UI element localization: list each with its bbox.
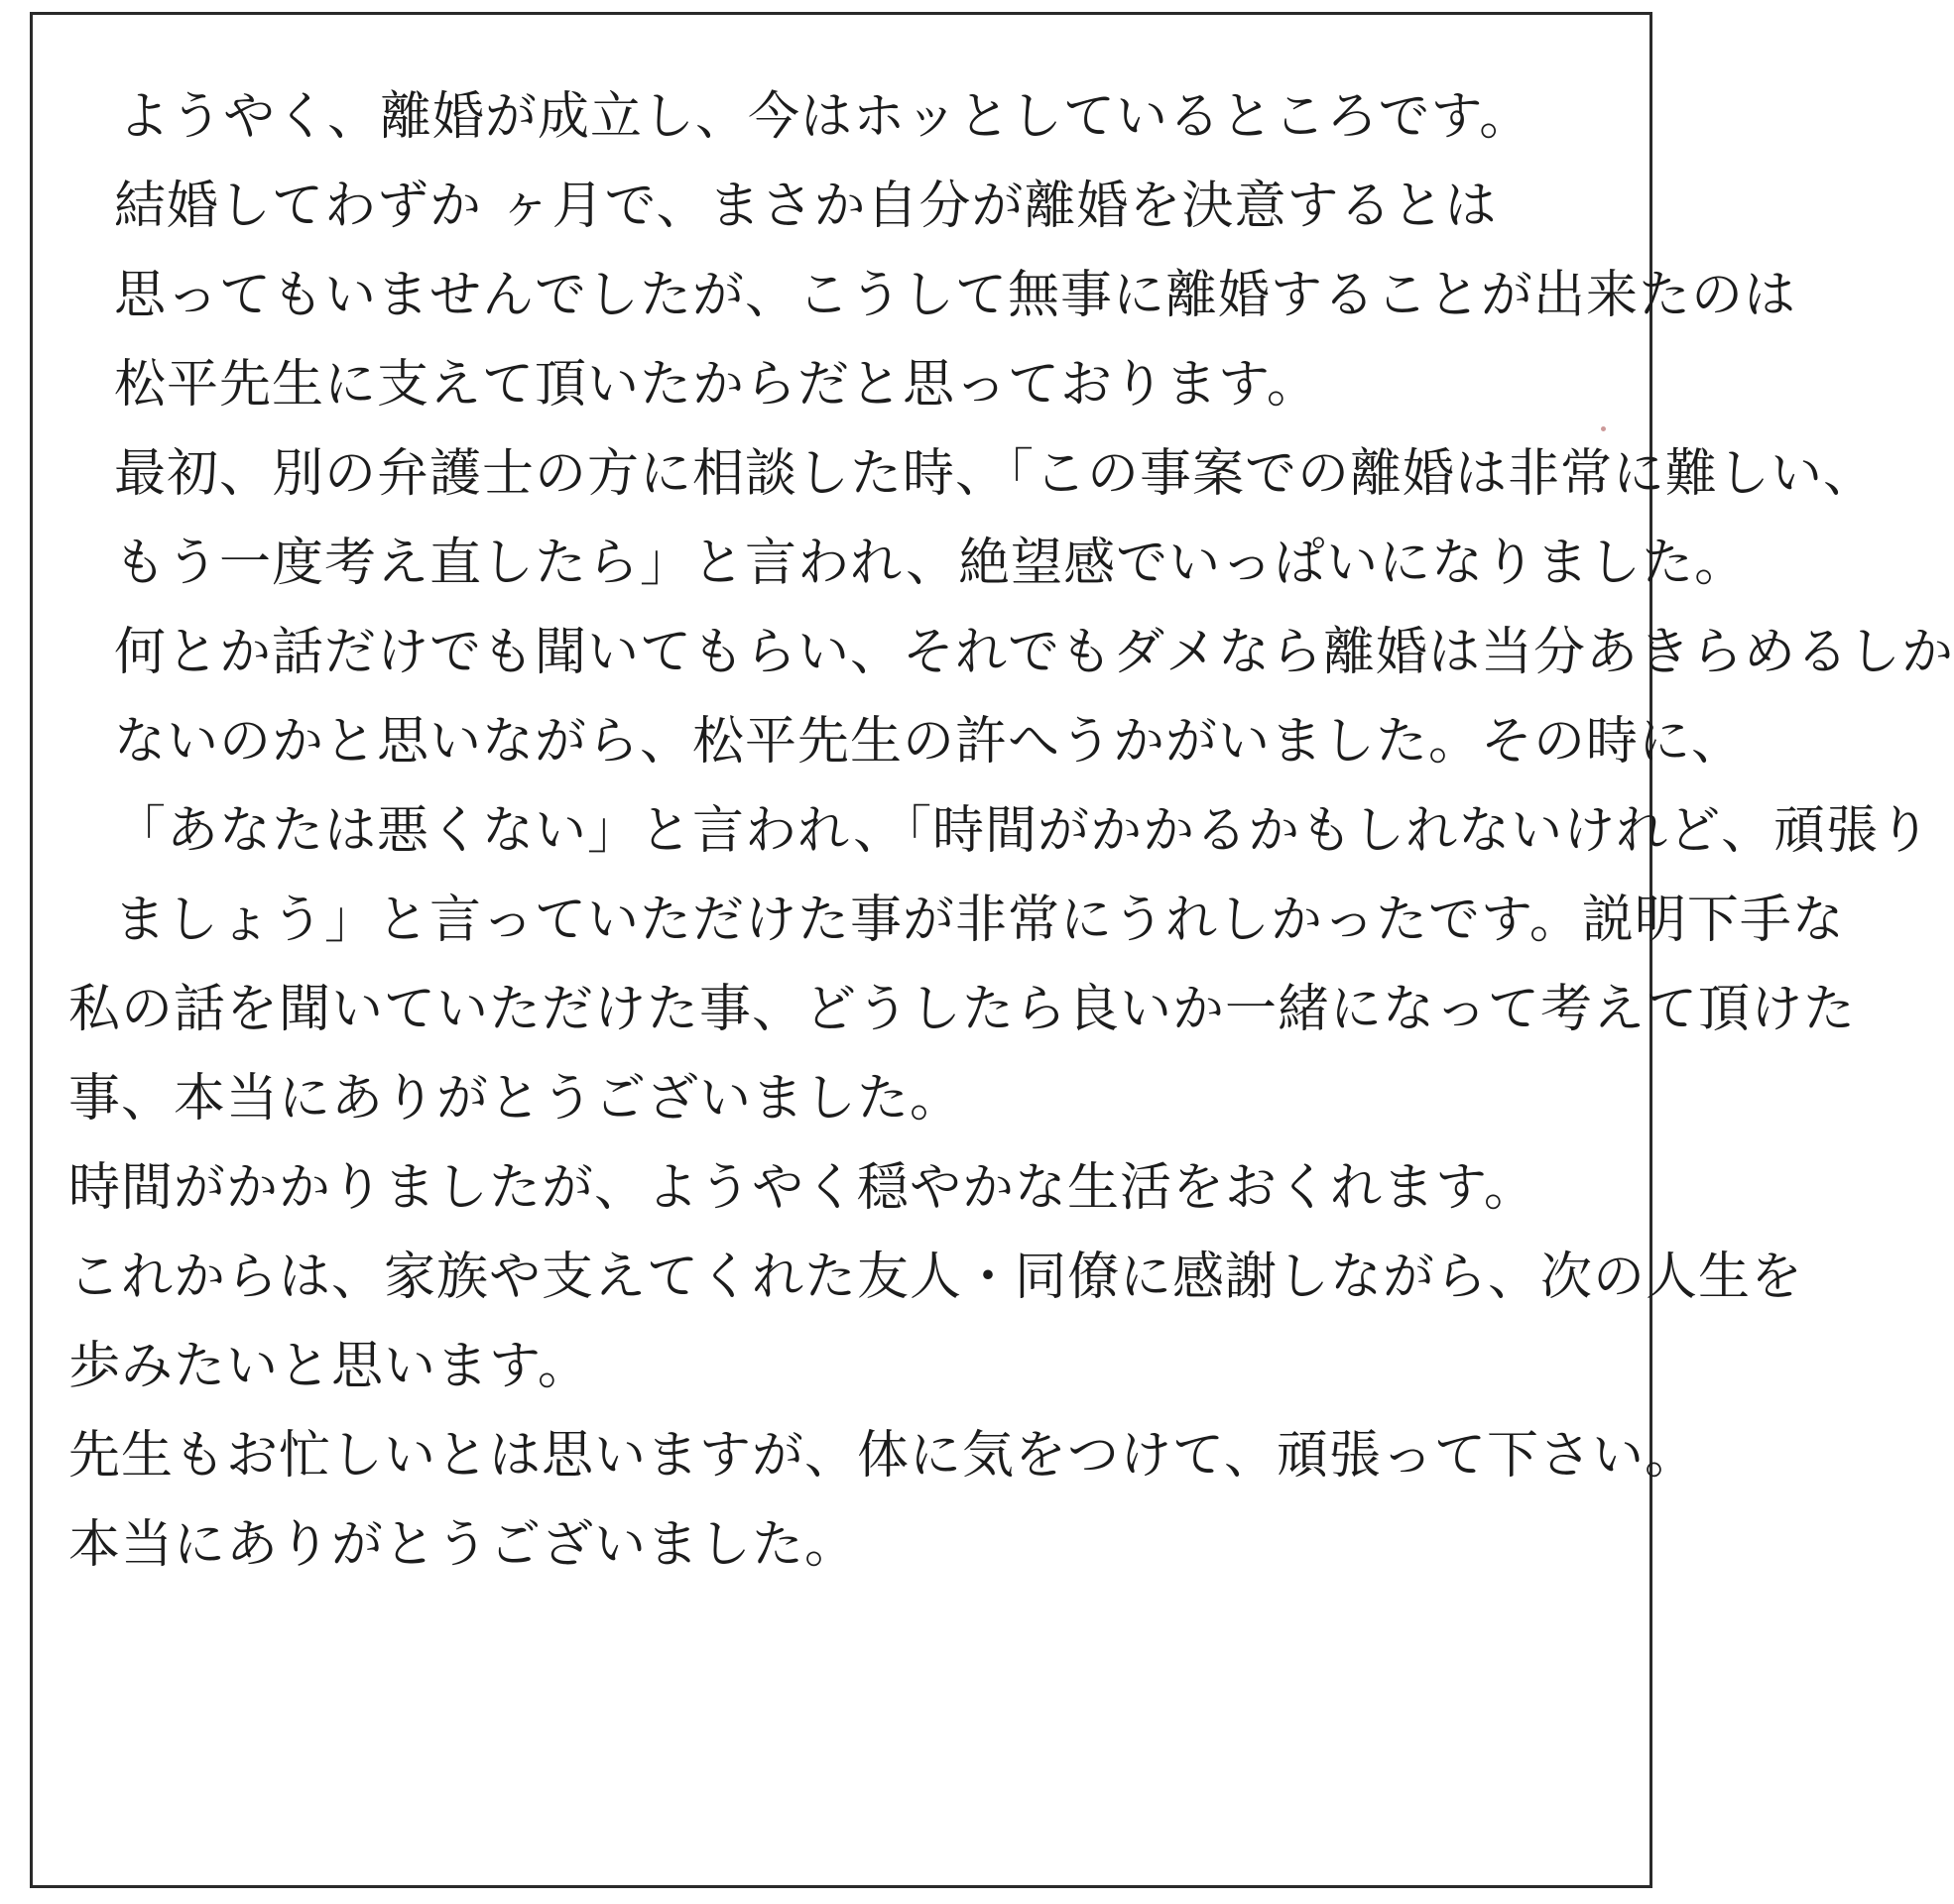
letter-line-5: 最初、別の弁護士の方に相談した時、「この事案での離婚は非常に難しい、	[114, 444, 1877, 504]
letter-line-6: もう一度考え直したら」と言われ、絶望感でいっぱいになりました。	[114, 534, 1748, 593]
letter-line-10: ましょう」と言っていただけた事が非常にうれしかったです。説明下手な	[114, 891, 1845, 950]
letter-line-9: 「あなたは悪くない」と言われ、「時間がかかるかもしれないけれど、頑張り	[114, 801, 1932, 861]
letter-line-7: 何とか話だけでも聞いてもらい、それでもダメなら離婚は当分あきらめるしか	[114, 623, 1954, 682]
letter-body	[68, 72, 1954, 1590]
letter-line-1: ようやく、離婚が成立し、今はホッとしているところです。	[118, 87, 1532, 147]
letter-line-17: 本当にありがとうございました。	[68, 1515, 858, 1575]
letter-line-4: 松平先生に支えて頂いたからだと思っております。	[114, 355, 1319, 415]
letter-line-11: 私の話を聞いていただけた事、どうしたら良いか一緒になって考えて頂けた	[68, 980, 1857, 1039]
letter-paper	[30, 12, 1954, 1888]
paper-speck	[1601, 426, 1606, 431]
letter-line-15: 歩みたいと思います。	[68, 1337, 590, 1396]
letter-line-3: 思ってもいませんでしたが、こうして無事に離婚することが出来たのは	[114, 266, 1797, 325]
letter-line-8: ないのかと思いながら、松平先生の許へうかがいました。その時に、	[114, 712, 1745, 772]
letter-line-2: 結婚してわずか ヶ月で、まさか自分が離婚を決意するとは	[114, 177, 1498, 236]
letter-line-13: 時間がかかりましたが、ようやく穏やかな生活をおくれます。	[68, 1158, 1536, 1218]
letter-line-16: 先生もお忙しいとは思いますが、体に気をつけて、頑張って下さい。	[68, 1426, 1697, 1486]
letter-line-12: 事、本当にありがとうございました。	[68, 1069, 963, 1129]
letter-line-14: これからは、家族や支えてくれた友人・同僚に感謝しながら、次の人生を	[68, 1248, 1804, 1307]
